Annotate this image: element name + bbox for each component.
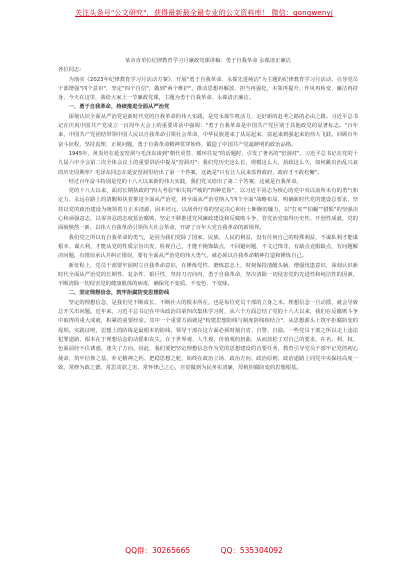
section-heading: 一、勇于自我革命，持续推进全面从严治党 bbox=[68, 104, 170, 111]
salutation: 各位同志： bbox=[58, 67, 85, 74]
qq-group-label: QQ群：30265665 bbox=[125, 546, 191, 555]
paragraph: 我们党之所以有自我革命的勇气，是因为我们党除了国家、民族、人民的利益，没有任何自己的特殊利益，不谋私利才能谋根本、谋大利，才能从党的性质宗旨出发，检视自己，才能不掩饰缺点，不回避问题，不文过饰非，有缺点克服缺点，有问题解决问题，有错误承认并纠正错误，要有全面从严治党的伟大勇气，就必须以自我革命精神打造和锤炼自己。 bbox=[58, 234, 358, 260]
paragraph: 党的十八大以来，面对长期执政的"四大考验"和尖锐严峻的"四种危险"，以习近平同志为核心的党中央以前所未有的勇气和定力、永远在路上的清醒和执着推进全面从严治党，将全面从严治党纳入"四个全面"战略布局，明确新时代党的建设总要求，坚持以党的政治建设为统领着力正本清源，固本培元，以刮骨疗毒的坚定决心和壮士断腕的魄力，以"打虎""拍蝇""猎狐"的坚强决心和顽强意志，以零容忍的态度惩治腐败，坚定不移推进党风廉政建设和反腐败斗争，管党治党取得历史性、开创性成就，党的面貌焕然一新，以伟大自我革命引领伟大社会革命，开辟了百年大党自我革命的新境界。 bbox=[58, 188, 358, 232]
paragraph: 深刻认识全面从严治党是新时代党的自我革命的伟大实践，是党永葆生机活力、走好新的赶考之路的必由之路。习近平总书记在庆祝中国共产党成立一百周年大会上的重要讲话中强调："勇于自我革命是中国共产党区别于其他政党的显著标志。"百年来，中国共产党团结带领中国人民以自我革命引领社会革命，中华民族迎来了从站起来、富起来到强起来的伟大飞跃。回顾百年奋斗征程，坚持真理、正视问题，勇于自我革命精神贯穿始终，锻造了中国共产党最鲜明的政治品格。 bbox=[58, 113, 358, 148]
contact-footer bbox=[0, 545, 408, 556]
section-heading: 二、坚定理想信念，筑牢拒腐防变思想防线 bbox=[68, 290, 170, 297]
document-body bbox=[58, 57, 358, 373]
qq-label: QQ：535304092 bbox=[220, 546, 283, 555]
paragraph: 新征程上，党员干部要牢固树立自我革命意识，在锤炼党性、磨炼意志上，时刻保持清醒头脑，增强忧患意识，深刻认识新时代全面从严治党的长期性、复杂性、艰巨性，坚持刀刃向内，勇于自我革命，坚决清除一切侵害党的先进性和纯洁性的因素，不断清除一切侵害党的健康肌体的病毒，确保党不变质、不变色、不变味。 bbox=[58, 262, 358, 288]
paragraph: 1945年，黄炎培在延安窑洞与毛泽东谈到"朝代更替、循环往复"的话题时，引发了著名的"窑洞对"。习近平总书记在党的十九届六中全会第二次全体会议上的重要讲话中提及"窑洞对"：我们党历史这么长、规模这么大、执政这么久，如何跳出治乱兴衰的历史周期率？毛泽东同志在延安窑洞里给出了第一个答案，这就是"只有让人民来监督政府，政府才不敢松懈"。 bbox=[58, 150, 358, 176]
paragraph: 坚定的理想信念，是我们党不断成长、不断壮大的根本所在，也是每位党员干部的立身之本。理想信念一旦动摇，就会导致总开关出问题。近年来，习近平总书记在中央政治局第四次集体学习时，从六个方面总结了党的十八大以来，我们在反腐败斗争中取得的重大成就，积累的重要经验。其中一个重要方面就是"构建思想防线与制度防线相结合"，从思想源头上筑牢拒腐防变的堤坝。实践证明，思想上的防线是最根本的防线，领导干部在这方面必须时刻自省、自警、自励。一些党员干部之所以走上违法犯罪道路，根本在于理想信念的动摇和丧失，在于世界观、人生观、价值观的扭曲，从而放松了对自己的要求，在名、利、权、色面前经不住诱惑，迷失了方向。因此，我们要把坚定理想信念作为党的思想建设的首要任务，教育引导党员干部牢记党的初心使命，筑牢信仰之基、补足精神之钙、把稳思想之舵，始终在政治立场、政治方向、政治原则、政治道路上同党中央保持高度一致，常修为政之德、常思贪欲之害、常怀律己之心，自觉做到为民务实清廉，厚植拒腐防变的思想根基。 bbox=[58, 299, 358, 371]
promo-banner[interactable]: 关注头条号"公文研究"，获得最新最全最专业的公文资料库！ 微信：gongwenyj bbox=[74, 9, 334, 17]
paragraph: 经过百年奋斗特别是党的十八大以来新的伟大实践，我们党又给出了第二个答案，这就是自我革命。 bbox=[68, 178, 302, 185]
document-title: 某市直单位纪律教育学习月廉政党课讲稿：勇于自我革命 永葆清正廉洁 bbox=[125, 58, 291, 64]
paragraph: 为落实《2023年纪律教育学习月活动方案》，开展"勇于自我革命、永葆先进纯洁"为主题的纪律教育学习月活动，引导党员干部增强"四个意识"，坚定"四个自信"，做到"两个维护"，推动思想再解放、担当再强化，本领再提升、作风再转变、廉洁再持身，今天在这里，我给大家上一节廉政党课，主题为勇于自我革命、永葆清正廉洁。 bbox=[58, 76, 358, 102]
